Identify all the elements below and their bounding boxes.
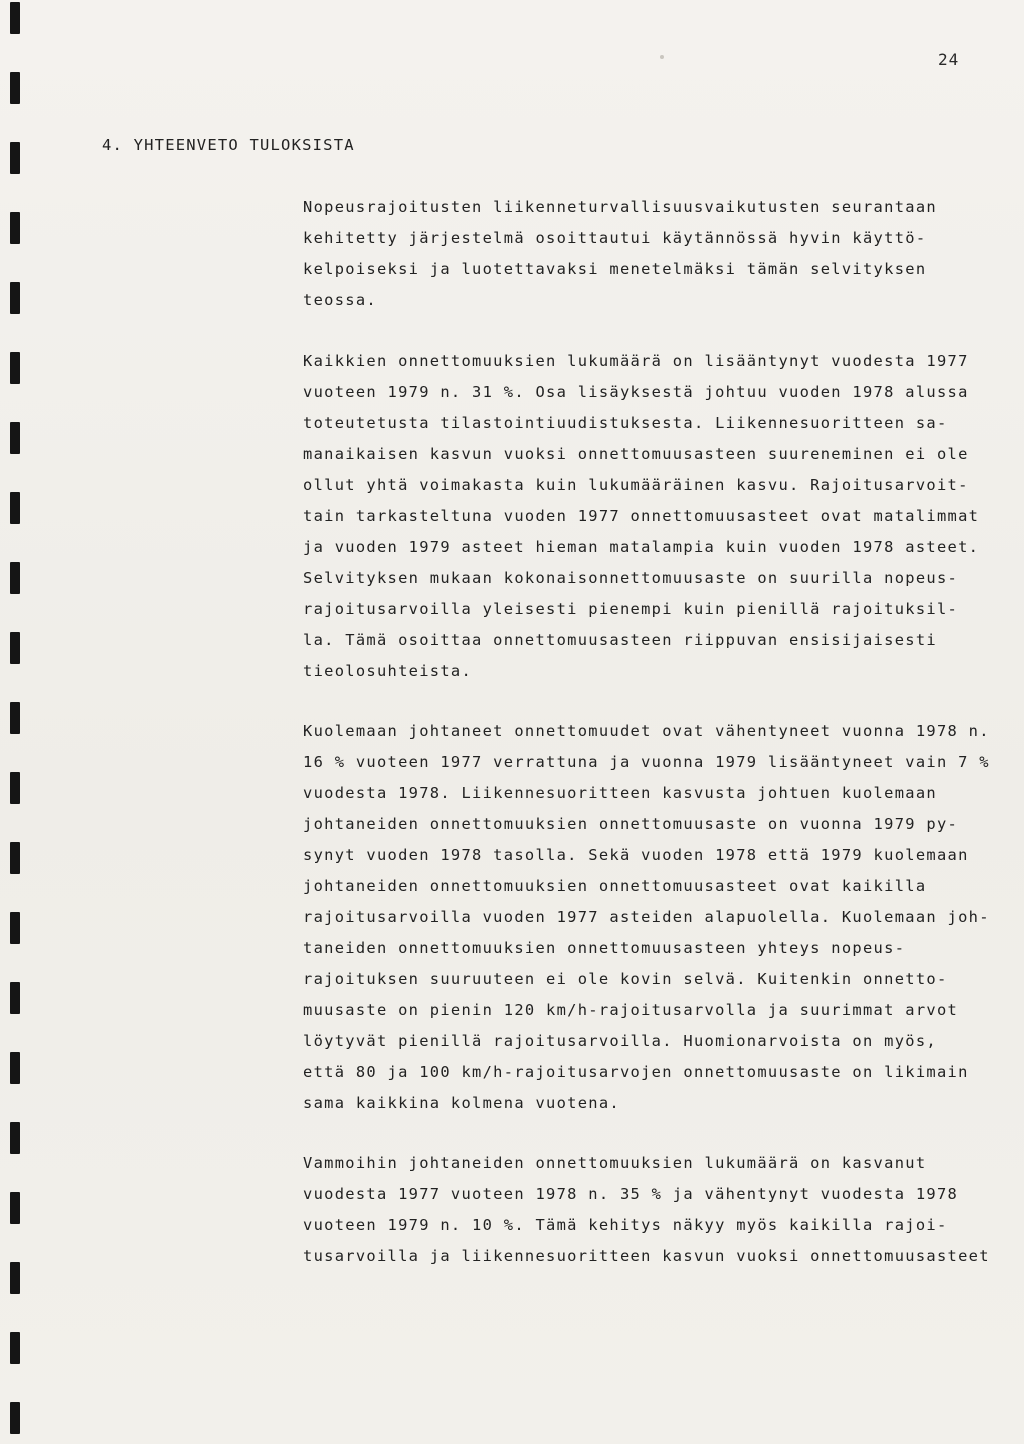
text-line: Vammoihin johtaneiden onnettomuuksien lukumäärä on kasvanut	[303, 1154, 927, 1172]
binding-hole	[10, 2, 20, 34]
text-line: teossa.	[303, 291, 377, 309]
text-line: ja vuoden 1979 asteet hieman matalampia kuin vuoden 1978 asteet.	[303, 538, 980, 556]
binding-holes	[10, 0, 22, 1444]
binding-hole	[10, 352, 20, 384]
text-line: vuodesta 1978. Liikennesuoritteen kasvusta johtuen kuolemaan	[303, 784, 937, 802]
text-line: muusaste on pienin 120 km/h-rajoitusarvolla ja suurimmat arvot	[303, 1001, 959, 1019]
paragraph-3	[303, 716, 993, 1119]
paragraph-4	[303, 1148, 993, 1272]
binding-hole	[10, 72, 20, 104]
text-line: vuoteen 1979 n. 31 %. Osa lisäyksestä johtuu vuoden 1978 alussa	[303, 383, 969, 401]
text-line: toteutetusta tilastointiuudistuksesta. Liikennesuoritteen sa-	[303, 414, 948, 432]
binding-hole	[10, 1332, 20, 1364]
text-line: sama kaikkina kolmena vuotena.	[303, 1094, 620, 1112]
paragraph-2	[303, 346, 993, 687]
text-line: ollut yhtä voimakasta kuin lukumääräinen kasvu. Rajoitusarvoit-	[303, 476, 969, 494]
text-line: Selvityksen mukaan kokonaisonnettomuusaste on suurilla nopeus-	[303, 569, 959, 587]
binding-hole	[10, 912, 20, 944]
binding-hole	[10, 1192, 20, 1224]
binding-hole	[10, 1052, 20, 1084]
text-line: vuodesta 1977 vuoteen 1978 n. 35 % ja vähentynyt vuodesta 1978	[303, 1185, 959, 1203]
binding-hole	[10, 982, 20, 1014]
binding-hole	[10, 1262, 20, 1294]
binding-hole	[10, 282, 20, 314]
binding-hole	[10, 702, 20, 734]
text-line: Nopeusrajoitusten liikenneturvallisuusvaikutusten seurantaan	[303, 198, 937, 216]
text-line: kelpoiseksi ja luotettavaksi menetelmäksi tämän selvityksen	[303, 260, 927, 278]
text-line: Kaikkien onnettomuuksien lukumäärä on lisääntynyt vuodesta 1977	[303, 352, 969, 370]
text-line: tain tarkasteltuna vuoden 1977 onnettomuusasteet ovat matalimmat	[303, 507, 980, 525]
binding-hole	[10, 842, 20, 874]
text-line: kehitetty järjestelmä osoittautui käytännössä hyvin käyttö-	[303, 229, 927, 247]
text-line: manaikaisen kasvun vuoksi onnettomuusasteen suureneminen ei ole	[303, 445, 969, 463]
binding-hole	[10, 212, 20, 244]
binding-hole	[10, 422, 20, 454]
text-line: johtaneiden onnettomuuksien onnettomuusasteet ovat kaikilla	[303, 877, 927, 895]
paper-speck	[660, 55, 664, 59]
binding-hole	[10, 1402, 20, 1434]
binding-hole	[10, 142, 20, 174]
binding-hole	[10, 632, 20, 664]
binding-hole	[10, 492, 20, 524]
text-line: 16 % vuoteen 1977 verrattuna ja vuonna 1979 lisääntyneet vain 7 %	[303, 753, 990, 771]
text-line: löytyvät pienillä rajoitusarvoilla. Huomionarvoista on myös,	[303, 1032, 937, 1050]
paragraph-1	[303, 192, 993, 316]
binding-hole	[10, 1122, 20, 1154]
text-line: että 80 ja 100 km/h-rajoitusarvojen onnettomuusaste on likimain	[303, 1063, 969, 1081]
text-line: la. Tämä osoittaa onnettomuusasteen riippuvan ensisijaisesti	[303, 631, 937, 649]
binding-hole	[10, 772, 20, 804]
text-line: rajoitusarvoilla vuoden 1977 asteiden alapuolella. Kuolemaan joh-	[303, 908, 990, 926]
text-line: rajoitusarvoilla yleisesti pienempi kuin pienillä rajoituksil-	[303, 600, 959, 618]
page-number: 24	[938, 50, 960, 69]
text-line: rajoituksen suuruuteen ei ole kovin selvä. Kuitenkin onnetto-	[303, 970, 948, 988]
text-line: johtaneiden onnettomuuksien onnettomuusaste on vuonna 1979 py-	[303, 815, 959, 833]
binding-hole	[10, 562, 20, 594]
text-line: taneiden onnettomuuksien onnettomuusasteen yhteys nopeus-	[303, 939, 906, 957]
section-heading: 4. YHTEENVETO TULOKSISTA	[102, 136, 355, 154]
text-line: tusarvoilla ja liikennesuoritteen kasvun vuoksi onnettomuusasteet	[303, 1247, 990, 1265]
text-line: vuoteen 1979 n. 10 %. Tämä kehitys näkyy myös kaikilla rajoi-	[303, 1216, 948, 1234]
text-line: tieolosuhteista.	[303, 662, 473, 680]
text-line: Kuolemaan johtaneet onnettomuudet ovat vähentyneet vuonna 1978 n.	[303, 722, 990, 740]
text-line: synyt vuoden 1978 tasolla. Sekä vuoden 1978 että 1979 kuolemaan	[303, 846, 969, 864]
